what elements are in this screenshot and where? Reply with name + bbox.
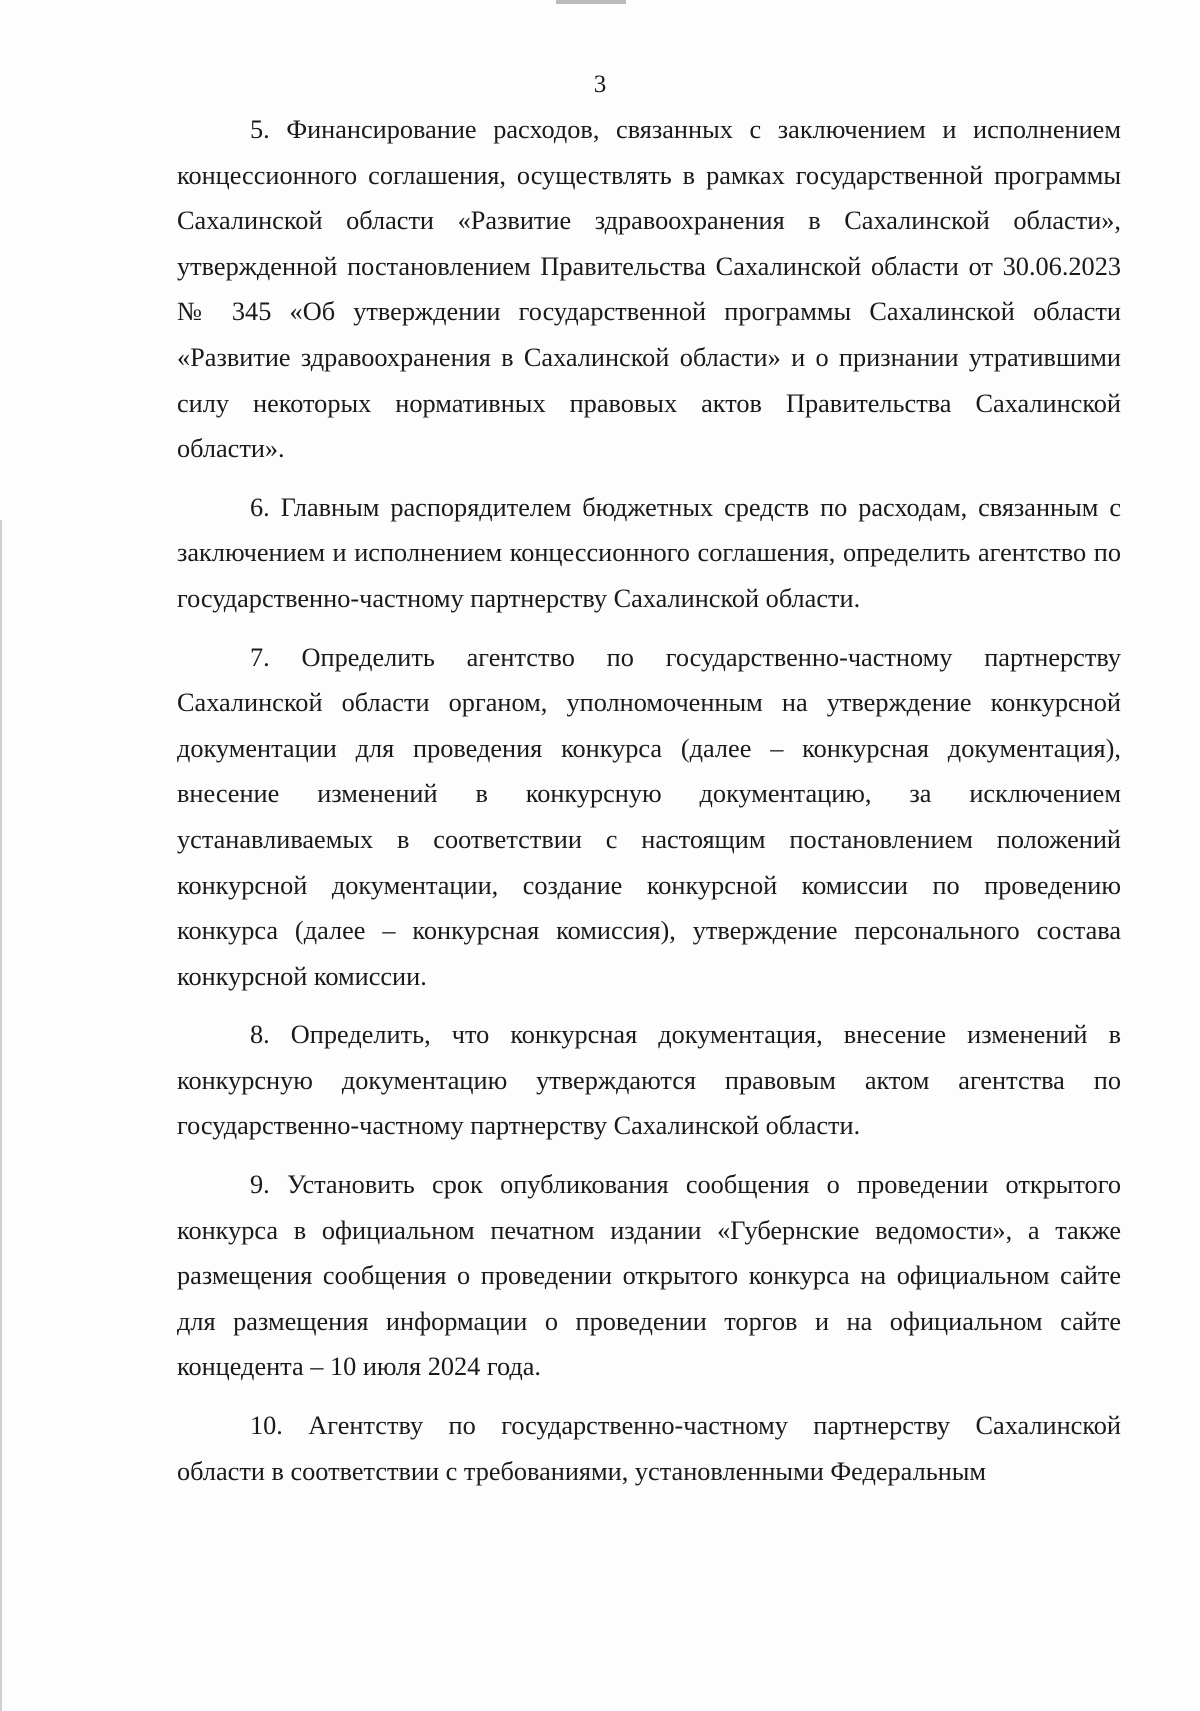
paragraph-10: 10. Агентству по государственно-частному партнерству Сахалинской области в соответствии с требованиями, установленными Федеральным: [177, 1411, 1121, 1486]
paragraph-7: 7. Определить агентство по государственно-частному партнерству Сахалинской области органом, уполномоченным на утверждение конкурсной документации для проведения конкурса (далее – конкурсная документация), внесение изменений в конкурсную документацию, за исключением устанавливаемых в соответствии с настоящим постановлением положений конкурсной документации, создание конкурсной комиссии по проведению конкурса (далее – конкурсная комиссия), утверждение персонального состава конкурсной комиссии.: [177, 642, 1121, 991]
paragraph-9: 9. Установить срок опубликования сообщения о проведении открытого конкурса в официальном печатном издании «Губернские ведомости», а также размещения сообщения о проведении открытого конкурса на официальном сайте для размещения информации о проведении торгов и на официальном сайте концедента – 10 июля 2024 года.: [177, 1170, 1121, 1382]
paragraph-8: 8. Определить, что конкурсная документация, внесение изменений в конкурсную документацию утверждаются правовым актом агентства по государственно-частному партнерству Сахалинской области.: [177, 1020, 1121, 1141]
scan-artifact: [556, 0, 626, 4]
paragraph-5: 5. Финансирование расходов, связанных с заключением и исполнением концессионного соглашения, осуществлять в рамках государственной программы Сахалинской области «Развитие здравоохранения в Сахалинской области», утвержденной постановлением Правительства Сахалинской области от 30.06.2023 № 345 «Об утверждении государственной программы Сахалинской области «Развитие здравоохранения в Сахалинской области» и о признании утратившими силу некоторых нормативных правовых актов Правительства Сахалинской области».: [177, 115, 1121, 464]
scan-edge-line: [0, 520, 2, 1711]
page-number: 3: [593, 71, 607, 98]
document-body: [177, 107, 1121, 1494]
paragraph-6: 6. Главным распорядителем бюджетных средств по расходам, связанным с заключением и исполнением концессионного соглашения, определить агентство по государственно-частному партнерству Сахалинской области.: [177, 492, 1121, 613]
